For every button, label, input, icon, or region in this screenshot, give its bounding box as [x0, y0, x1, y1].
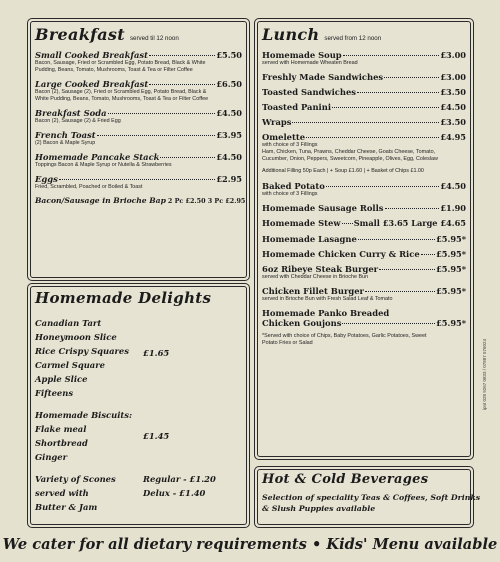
panko-name-2: Chicken Goujons [262, 318, 342, 328]
menu-item [35, 130, 242, 147]
menu-item-price: £3.50 [440, 87, 466, 97]
stew-price: Small £3.65 Large £4.65 [353, 218, 466, 228]
menu-item-row [262, 132, 466, 142]
menu-item [35, 50, 242, 74]
footer-banner: We cater for all dietary requirements • Kids' Menu available [2, 536, 498, 553]
menu-item-price: £5.95* [436, 234, 466, 244]
menu-item-name: Wraps [262, 117, 292, 127]
delight-item: Ginger [35, 452, 68, 462]
menu-item-row [262, 50, 466, 60]
delights-group-cakes [35, 316, 242, 402]
beverages-header [262, 472, 466, 487]
menu-item-name: Homemade Soup [262, 50, 342, 60]
beverages-panel [254, 466, 481, 528]
menu-item-description: with choice of 3 Fillings [262, 191, 318, 197]
menu-item-name: Freshly Made Sandwiches [262, 72, 384, 82]
menu-item [262, 264, 466, 281]
menu-item-row [35, 50, 242, 60]
delight-item: Regular - £1.20 [143, 474, 216, 484]
menu-item-name: Breakfast Soda [35, 108, 107, 118]
menu-item-price: £4.50 [440, 181, 466, 191]
menu-item-description: Bacon (2), Sausage (2) & Fried Egg [35, 118, 121, 124]
menu-item-price: £1.90 [440, 203, 466, 213]
beverages-title: Hot & Cold Beverages [262, 472, 429, 487]
leader [332, 107, 439, 108]
menu-item [262, 132, 466, 163]
biscuits-price: £1.45 [143, 431, 170, 441]
menu-item-row [262, 87, 466, 97]
delight-item: Fifteens [35, 388, 74, 398]
menu-item-name: Toasted Sandwiches [262, 87, 357, 97]
menu-item-description: Bacon (2), Sausage (2), Fried or Scrambled Egg, Potato Bread, Black & [35, 89, 207, 95]
menu-item [35, 108, 242, 125]
leader [357, 92, 439, 93]
leader [365, 291, 435, 292]
breakfast-subtitle: served til 12 noon [129, 35, 179, 42]
menu-item-description: Cucumber, Onion, Peppers, Sweetcorn, Pineapple, Olives, Egg, Coleslaw [262, 156, 438, 162]
menu-item-name: Chicken Fillet Burger [262, 286, 364, 296]
breakfast-panel [27, 18, 250, 281]
menu-item-name: Homemade Pancake Stack [35, 152, 160, 162]
menu-item-price: £5.50 [216, 50, 242, 60]
menu-item-description: with choice of 3 Fillings [262, 142, 318, 148]
leader [160, 157, 215, 158]
beverages-text [262, 492, 481, 514]
delights-title: Homemade Delights [35, 289, 212, 307]
menu-item-row [262, 72, 466, 82]
panko-row [262, 318, 466, 328]
menu-item [262, 181, 466, 198]
menu-item-row [262, 234, 466, 244]
panko-item [262, 308, 466, 328]
menu-item-description: served with Homemade Wheaten Bread [262, 60, 358, 66]
leader [292, 122, 439, 123]
menu-item [262, 203, 466, 213]
menu-item [262, 249, 466, 259]
menu-item-row [262, 203, 466, 213]
menu-item-price: £3.00 [440, 50, 466, 60]
menu-item-name: French Toast [35, 130, 96, 140]
cakes-list [35, 316, 242, 400]
menu-item-price: £4.50 [440, 102, 466, 112]
leader [379, 269, 435, 270]
menu-item-row [35, 79, 242, 89]
menu-item-price: £4.95 [440, 132, 466, 142]
menu-item-price: £5.95* [436, 286, 466, 296]
leader [306, 137, 439, 138]
menu-item-name: Large Cooked Breakfast [35, 79, 149, 89]
menu-item-name: Toasted Panini [262, 102, 332, 112]
breakfast-bap-row [35, 196, 246, 205]
menu-item [35, 79, 242, 103]
leader [326, 186, 440, 187]
menu-item-row [35, 152, 242, 162]
leader [97, 135, 216, 136]
delight-item: Apple Slice [35, 374, 88, 384]
menu-item [262, 102, 466, 112]
menu-item-description: Bacon, Sausage, Fried or Scrambled Egg, Potato Bread, Black & White [35, 60, 206, 66]
menu-item-price: £6.50 [216, 79, 242, 89]
menu-item-row [262, 264, 466, 274]
menu-item-price: £5.95* [436, 264, 466, 274]
lunch-items-2 [262, 181, 466, 213]
delight-item: Delux - £1.40 [143, 488, 206, 498]
menu-item [262, 117, 466, 127]
lunch-items [262, 50, 466, 163]
menu-item-row [35, 174, 242, 184]
menu-item-price: £4.50 [216, 152, 242, 162]
leader [108, 113, 216, 114]
delight-item: Variety of Scones [35, 474, 116, 484]
bap-price: 2 Pc £2.50 3 Pc £2.95 [167, 197, 246, 205]
menu-item-name: Omelette [262, 132, 306, 142]
menu-item-description: White Pudding, Beans, Tomato, Mushrooms, Toast & Tea or Filter Coffee [35, 96, 209, 102]
delight-item: Rice Crispy Squares [35, 346, 129, 356]
stew-name: Homemade Stew [262, 218, 341, 228]
menu-item [262, 286, 466, 303]
leader [358, 239, 435, 240]
delight-item: Canadian Tart [35, 318, 102, 328]
menu-item-name: Homemade Sausage Rolls [262, 203, 384, 213]
menu-item-price: £2.95 [216, 174, 242, 184]
menu-item-row [35, 108, 242, 118]
delights-header [35, 289, 242, 307]
delight-item: served with [35, 488, 89, 498]
menu-item-description: served in Brioche Bun with Fresh Salad Leaf & Tomato [262, 296, 393, 302]
menu-item-name: 6oz Ribeye Steak Burger [262, 264, 379, 274]
menu-item-row [262, 249, 466, 259]
menu-item-price: £4.50 [216, 108, 242, 118]
leader [343, 55, 440, 56]
menu-item [35, 174, 242, 191]
menu-item-price: £5.95* [436, 249, 466, 259]
menu-item-name: Small Cooked Breakfast [35, 50, 149, 60]
beverages-line-2: & Slush Puppies available [262, 504, 376, 513]
leader [149, 55, 215, 56]
menu-item-description: (2) Bacon & Maple Syrup [35, 140, 96, 146]
beverages-line-1: Selection of speciality Teas & Coffees, Soft Drinks [262, 493, 481, 502]
menu-item-name: Homemade Chicken Curry & Rice [262, 249, 420, 259]
breakfast-items [35, 50, 242, 191]
menu-item-row [262, 117, 466, 127]
breakfast-header [35, 25, 242, 44]
delight-item: Honeymoon Slice [35, 332, 117, 342]
leader [59, 179, 216, 180]
delights-group-biscuits [35, 408, 242, 464]
biscuits-list [35, 408, 242, 464]
leader [384, 77, 439, 78]
menu-item [262, 72, 466, 82]
menu-item [262, 234, 466, 244]
delights-panel [27, 283, 250, 528]
delight-item: Homemade Biscuits: [35, 410, 133, 420]
additional-filling-line: Additional Filling 50p Each | + Soup £1.60 | + Basket of Chips £1.00 [262, 168, 424, 174]
menu-item-description: served with Cheddar Cheese in Brioche Bun [262, 274, 369, 280]
panko-price: £5.95* [436, 318, 466, 328]
menu-item-description: Fried, Scrambled, Poached or Boiled & Toast [35, 184, 143, 190]
menu-item-description: Toppings Bacon & Maple Syrup or Nutella & Strawberries [35, 162, 172, 168]
leader [421, 254, 435, 255]
delight-item: Shortbread [35, 438, 88, 448]
cakes-price: £1.65 [143, 348, 170, 358]
lunch-note [262, 333, 466, 347]
lunch-items-3 [262, 234, 466, 303]
menu-item [262, 50, 466, 67]
menu-item-description: Pudding, Beans, Tomato, Mushrooms, Toast & Tea or Filter Coffee [35, 67, 193, 73]
delights-group-scones [35, 472, 242, 520]
menu-item-description: Ham, Chicken, Tuna, Prawns, Cheddar Cheese, Goats Cheese, Tomato, [262, 149, 436, 155]
menu-item [262, 87, 466, 97]
menu-item-price: £3.95 [216, 130, 242, 140]
leader [149, 84, 215, 85]
menu-item-name: Eggs [35, 174, 58, 184]
lunch-title: Lunch [262, 25, 320, 44]
menu-item-name: Baked Potato [262, 181, 325, 191]
leader [385, 208, 440, 209]
breakfast-title: Breakfast [35, 25, 125, 44]
menu-item-price: £3.50 [440, 117, 466, 127]
side-print-credit: ipnt 028 9267 0833 / 07887 576024 [482, 338, 487, 410]
stew-row [262, 218, 466, 228]
delight-item: Flake meal [35, 424, 87, 434]
lunch-header [262, 25, 466, 44]
scones-prices [143, 472, 216, 500]
menu-item-row [262, 181, 466, 191]
menu-item-price: £3.00 [440, 72, 466, 82]
panko-name-1: Homemade Panko Breaded [262, 308, 390, 318]
lunch-panel [254, 18, 474, 460]
menu-item-row [35, 130, 242, 140]
lunch-note-line-1: *Served with choice of Chips, Baby Potatoes, Garlic Potatoes, Sweet [262, 333, 427, 339]
menu-item-name: Homemade Lasagne [262, 234, 357, 244]
delight-item: Carmel Square [35, 360, 105, 370]
lunch-subtitle: served from 12 noon [324, 35, 382, 42]
menu-item-row [262, 102, 466, 112]
delight-item: Butter & Jam [35, 502, 98, 512]
bap-name: Bacon/Sausage in Brioche Bap [35, 196, 166, 205]
lunch-note-line-2: Potato Fries or Salad [262, 340, 313, 346]
menu-item [35, 152, 242, 169]
menu-item-row [262, 286, 466, 296]
